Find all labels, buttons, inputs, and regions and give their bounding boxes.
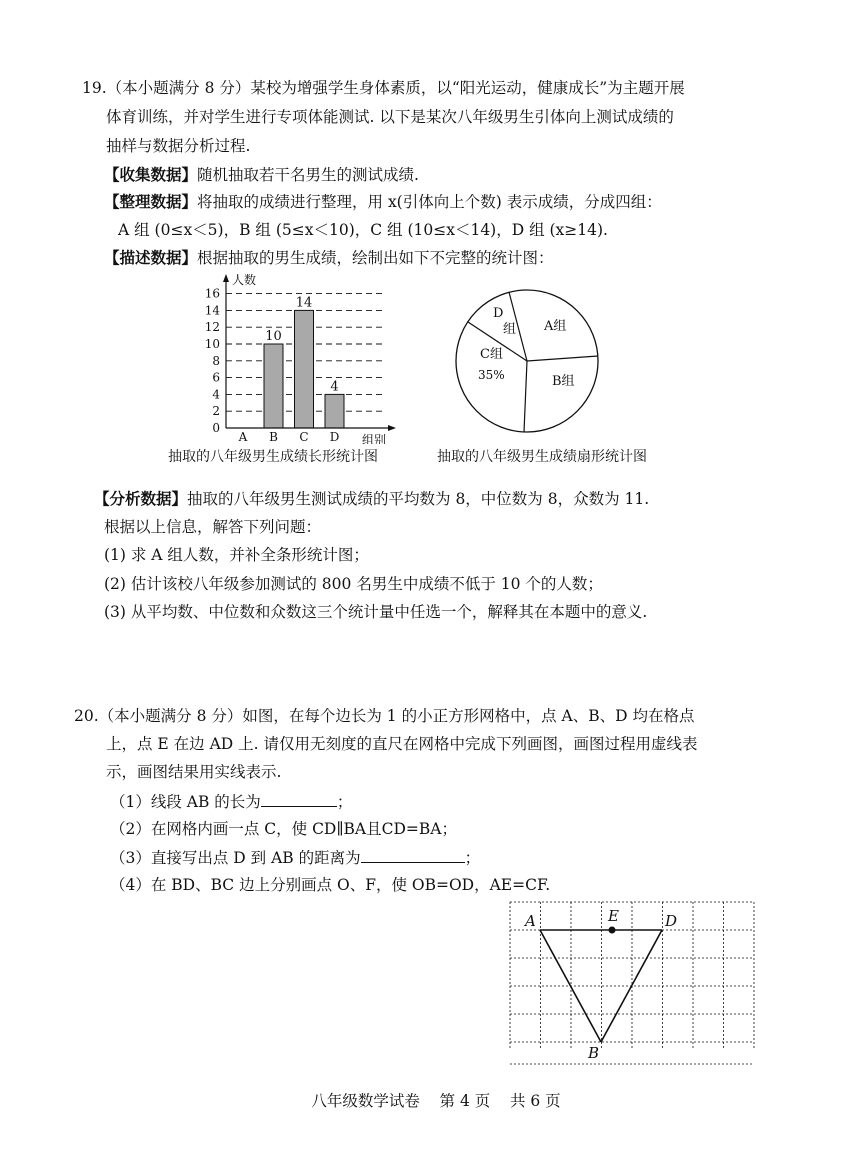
grid-figure [500,896,762,1074]
bar-b [264,344,283,428]
y-tick-label: 12 [204,320,220,335]
q20-sub3-end: ； [464,849,481,867]
q20-sub2: （2）在网格内画一点 C，使 CD∥BA且CD=BA； [110,820,457,838]
describe-tag: 【描述数据】 [104,248,198,267]
point-e-dot [609,927,616,934]
q20-number: 20. [74,707,99,725]
y-tick-label: 4 [212,387,220,402]
analyze-text: 抽取的八年级男生测试成绩的平均数为 8，中位数为 8，众数为 11. [187,490,650,508]
y-tick-label: 2 [212,404,220,419]
pie-label-a: A组 [544,319,567,334]
x-tick-label: B [269,430,278,444]
bar-d [325,394,344,428]
q19-line1-text: （本小题满分 8 分）某校为增强学生身体素质，以“阳光运动，健康成长”为主题开展 [106,79,685,97]
point-label-d: D [665,912,678,930]
q19-sub3: (3) 从平均数、中位数和众数这三个统计量中任选一个，解释其在本题中的意义. [104,603,648,621]
x-axis-arrow [388,425,396,431]
pie-label-c: C组 [480,347,503,362]
q19-sub1: (1) 求 A 组人数，并补全条形统计图； [104,546,369,564]
pie-percent-c: 35% [478,368,505,382]
bar-chart-caption: 抽取的八年级男生成绩长形统计图 [168,449,378,465]
q19-line2: 体育训练，并对学生进行专项体能测试. 以下是某次八年级男生引体向上测试成绩的 [106,108,674,126]
q19-line3: 抽样与数据分析过程. [106,137,251,155]
q19-number: 19. [82,79,107,97]
collect-data [104,164,419,186]
analyze-data [94,488,649,510]
q20-line1 [74,705,694,727]
groups-definition: A 组 (0≤x＜5)，B 组 (5≤x＜10)，C 组 (10≤x＜14)，D 组 (x≥14). [118,221,608,239]
point-label-a: A [525,912,536,930]
q19-prompt: 根据以上信息，解答下列问题： [104,518,322,536]
x-tick-label: D [329,430,340,444]
y-tick-label: 0 [212,421,220,435]
bar-chart [196,272,406,444]
organize-tag: 【整理数据】 [104,192,198,211]
describe-text: 根据抽取的男生成绩，绘制出如下不完整的统计图： [197,249,554,267]
q20-line1-text: （本小题满分 8 分）如图，在每个边长为 1 的小正方形网格中，点 A、B、D 均在格点 [98,707,695,725]
q19-sub2: (2) 估计该校八年级参加测试的 800 名男生中成绩不低于 10 个的人数； [104,575,603,593]
q20-sub1-end: ； [336,793,353,811]
q20-sub3 [110,846,480,869]
q20-sub1 [110,790,352,813]
q20-sub1-text: （1）线段 AB 的长为 [110,793,261,811]
q19-line1 [82,77,685,99]
point-label-e: E [608,907,619,925]
q20-sub3-text: （3）直接写出点 D 到 AB 的距离为 [110,849,361,867]
pie-label-b: B组 [552,374,575,389]
pie-chart [452,286,602,436]
y-axis-label: 人数 [232,273,257,287]
x-tick-label: A [238,430,248,444]
y-axis-arrow [223,274,229,282]
point-label-b: B [588,1044,600,1062]
pie-chart-caption: 抽取的八年级男生成绩扇形统计图 [437,449,647,465]
answer-blank-1[interactable] [261,790,337,807]
bar-c [295,310,314,428]
organize-text: 将抽取的成绩进行整理，用 x(引体向上个数) 表示成绩，分成四组： [197,193,662,211]
organize-data [104,191,662,213]
x-tick-label: C [299,430,309,444]
bar-value-label: 14 [295,295,313,311]
q20-line2: 上，点 E 在边 AD 上. 请仅用无刻度的直尺在网格中完成下列画图，画图过程用虚线表 [106,735,698,753]
bar-value-label: 4 [330,379,339,395]
x-axis-label: 组别 [362,433,387,444]
y-tick-label: 10 [204,337,220,351]
answer-blank-3[interactable] [361,846,465,863]
page-footer: 八年级数学试卷 第 4 页 共 6 页 [311,1092,561,1110]
collect-tag: 【收集数据】 [104,165,198,184]
pie-label-d-word: 组 [503,322,517,337]
q20-line3: 示，画图结果用实线表示. [106,763,282,781]
y-tick-label: 16 [204,286,220,301]
collect-text: 随机抽取若干名男生的测试成绩. [197,166,419,184]
describe-data [104,247,554,269]
bar-value-label: 10 [265,329,282,344]
y-tick-label: 6 [212,370,220,385]
y-tick-label: 14 [204,303,220,318]
y-tick-label: 8 [212,353,220,368]
pie-label-d-letter: D [493,306,504,321]
analyze-tag: 【分析数据】 [94,489,188,508]
q20-sub4: （4）在 BD、BC 边上分别画点 O、F，使 OB=OD，AE=CF. [110,876,551,894]
